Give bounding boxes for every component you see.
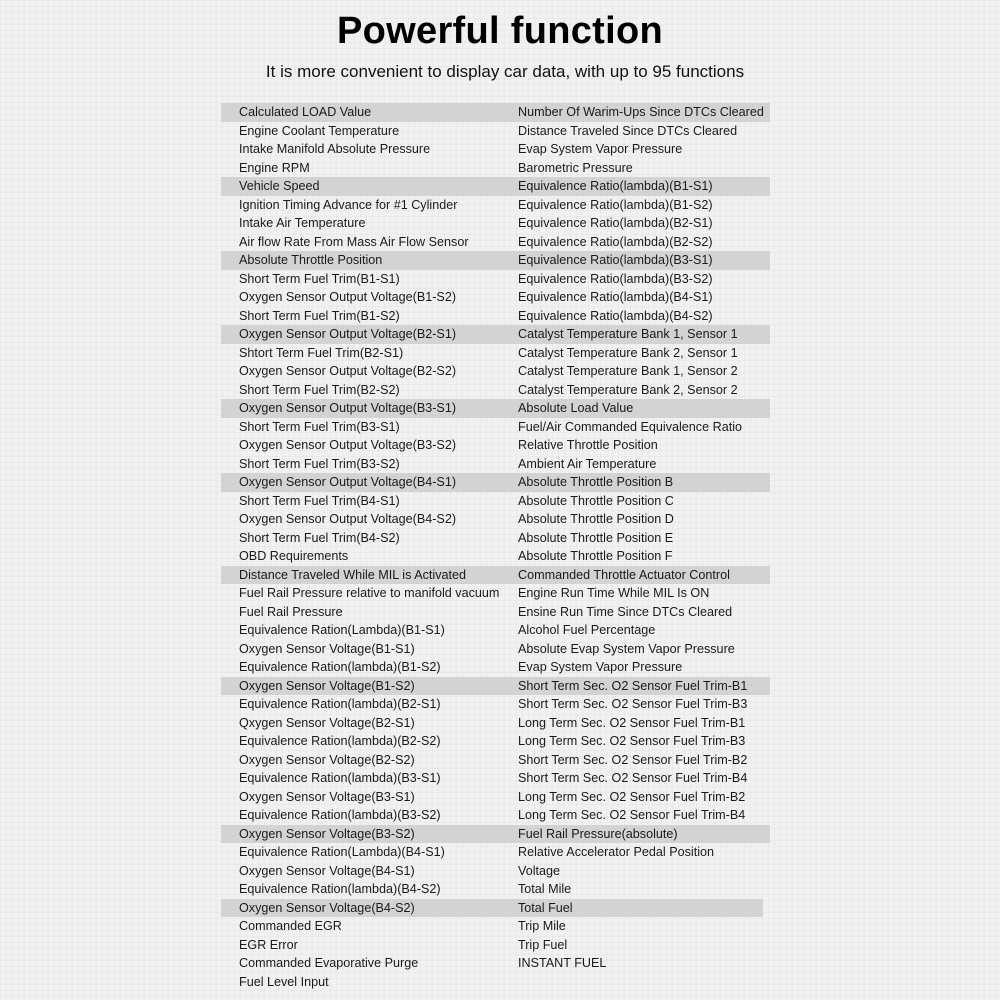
function-row <box>228 751 770 770</box>
function-right: Total Fuel <box>518 900 573 915</box>
function-right: Commanded Throttle Actuator Control <box>518 567 730 582</box>
function-right: Equivalence Ratio(lambda)(B1-S2) <box>518 197 713 212</box>
function-left: Oxygen Sensor Voltage(B4-S1) <box>239 863 415 878</box>
function-row <box>228 196 770 215</box>
function-left: Short Term Fuel Trim(B1-S1) <box>239 271 400 286</box>
function-left: Oxygen Sensor Voltage(B1-S2) <box>239 678 415 693</box>
function-row <box>228 529 770 548</box>
function-right: Long Term Sec. O2 Sensor Fuel Trim-B2 <box>518 789 746 804</box>
function-left: Oxygen Sensor Output Voltage(B4-S1) <box>239 475 457 489</box>
function-row <box>228 640 770 659</box>
function-right: Absolute Throttle Position E <box>518 530 674 545</box>
function-row-highlighted <box>221 566 770 585</box>
function-left: Calculated LOAD Value <box>239 105 372 119</box>
function-row <box>228 492 770 511</box>
function-left: Equivalence Ration(lambda)(B1-S2) <box>239 660 441 674</box>
function-right: Absolute Throttle Position F <box>518 549 673 563</box>
function-right: Short Term Sec. O2 Sensor Fuel Trim-B3 <box>518 697 748 711</box>
function-right: Absolute Evap System Vapor Pressure <box>518 641 735 656</box>
function-left: Equivalence Ration(lambda)(B3-S1) <box>239 771 441 785</box>
function-right: Total Mile <box>518 882 572 896</box>
function-right: INSTANT FUEL <box>518 956 607 970</box>
function-table <box>228 103 770 991</box>
function-right: Relative Throttle Position <box>518 438 658 452</box>
function-right: Trip Fuel <box>518 937 568 952</box>
function-row <box>228 732 770 751</box>
function-left: Engine Coolant Temperature <box>239 123 400 138</box>
function-row <box>228 344 770 363</box>
function-left: Short Term Fuel Trim(B4-S1) <box>239 493 400 508</box>
function-left: Commanded Evaporative Purge <box>239 956 419 970</box>
function-left: Short Term Fuel Trim(B3-S2) <box>239 456 400 471</box>
function-left: Equivalence Ration(lambda)(B3-S2) <box>239 808 441 822</box>
function-left: Oxygen Sensor Output Voltage(B2-S1) <box>239 327 457 341</box>
function-right: Catalyst Temperature Bank 2, Sensor 1 <box>518 345 738 360</box>
function-left: Equivalence Ration(lambda)(B4-S2) <box>239 882 441 896</box>
function-left: Short Term Fuel Trim(B2-S2) <box>239 382 400 397</box>
function-left: Equivalence Ration(lambda)(B2-S2) <box>239 734 441 748</box>
function-right: Equivalence Ratio(lambda)(B2-S2) <box>518 234 713 249</box>
function-left: Intake Manifold Absolute Pressure <box>239 142 431 156</box>
function-right: Distance Traveled Since DTCs Cleared <box>518 123 738 138</box>
function-right: Ensine Run Time Since DTCs Cleared <box>518 604 733 619</box>
function-row <box>228 917 770 936</box>
function-right: Engine Run Time While MIL Is ON <box>518 586 710 600</box>
function-right: Absolute Throttle Position D <box>518 512 674 526</box>
function-row-highlighted <box>221 825 770 844</box>
function-left: Intake Air Temperature <box>239 216 366 230</box>
function-right: Barometric Pressure <box>518 160 633 175</box>
function-left: Oxygen Sensor Voltage(B3-S2) <box>239 826 415 841</box>
function-left: Equivalence Ration(lambda)(B2-S1) <box>239 697 441 711</box>
function-row-highlighted <box>221 899 763 918</box>
function-row-highlighted <box>221 677 770 696</box>
function-row <box>228 658 770 677</box>
function-right: Equivalence Ratio(lambda)(B1-S1) <box>518 179 713 193</box>
function-row <box>228 233 770 252</box>
function-left: Air flow Rate From Mass Air Flow Sensor <box>239 234 469 249</box>
function-right: Absolute Load Value <box>518 401 634 415</box>
function-row <box>228 122 770 141</box>
function-right: Evap System Vapor Pressure <box>518 142 683 156</box>
function-row <box>228 862 770 881</box>
function-row <box>228 954 770 973</box>
function-left: EGR Error <box>239 937 298 952</box>
function-right: Fuel/Air Commanded Equivalence Ratio <box>518 419 743 434</box>
function-row <box>228 159 770 178</box>
function-right: Long Term Sec. O2 Sensor Fuel Trim-B4 <box>518 808 746 822</box>
function-left: Equivalence Ration(Lambda)(B4-S1) <box>239 845 445 859</box>
function-row-highlighted <box>221 473 770 492</box>
function-right: Number Of Warim-Ups Since DTCs Cleared <box>518 105 764 119</box>
function-left: Ignition Timing Advance for #1 Cylinder <box>239 197 458 212</box>
function-row <box>228 418 770 437</box>
function-row-highlighted <box>221 399 770 418</box>
function-left: Engine RPM <box>239 160 310 175</box>
function-row-highlighted <box>221 177 770 196</box>
function-right: Ambient Air Temperature <box>518 456 657 471</box>
function-row <box>228 621 770 640</box>
function-left: Oxygen Sensor Output Voltage(B1-S2) <box>239 290 457 304</box>
function-right: Catalyst Temperature Bank 2, Sensor 2 <box>518 382 738 397</box>
function-row <box>228 806 770 825</box>
function-row <box>228 307 770 326</box>
function-right: Equivalence Ratio(lambda)(B2-S1) <box>518 216 713 230</box>
function-right: Equivalence Ratio(lambda)(B3-S2) <box>518 271 713 286</box>
function-row <box>228 788 770 807</box>
function-left: Oxygen Sensor Output Voltage(B2-S2) <box>239 364 457 378</box>
page-subtitle: It is more convenient to display car data, with up to 95 functions <box>265 62 745 81</box>
function-row-highlighted <box>221 103 770 122</box>
function-row <box>228 270 770 289</box>
function-left: Oxygen Sensor Voltage(B3-S1) <box>239 789 415 804</box>
function-row <box>228 288 770 307</box>
function-left: OBD Requirements <box>239 549 349 563</box>
function-row-highlighted <box>221 325 770 344</box>
function-row <box>228 584 770 603</box>
function-row <box>228 455 770 474</box>
function-left: Equivalence Ration(Lambda)(B1-S1) <box>239 623 445 637</box>
function-row <box>228 936 770 955</box>
function-left: Oxygen Sensor Voltage(B2-S2) <box>239 752 415 767</box>
function-row <box>228 510 770 529</box>
function-left: Oxygen Sensor Output Voltage(B4-S2) <box>239 512 457 526</box>
function-row <box>228 547 770 566</box>
function-row-highlighted <box>221 251 770 270</box>
function-row <box>228 214 770 233</box>
function-right: Short Term Sec. O2 Sensor Fuel Trim-B1 <box>518 678 748 693</box>
function-right: Relative Accelerator Pedal Position <box>518 845 715 859</box>
function-left: Oxygen Sensor Voltage(B4-S2) <box>239 900 415 915</box>
function-right: Evap System Vapor Pressure <box>518 660 683 674</box>
function-left: Commanded EGR <box>239 919 342 933</box>
function-row <box>228 769 770 788</box>
function-right: Trip Mile <box>518 919 566 933</box>
function-left: Oxygen Sensor Output Voltage(B3-S2) <box>239 438 457 452</box>
function-right: Absolute Throttle Position C <box>518 493 674 508</box>
function-right: Long Term Sec. O2 Sensor Fuel Trim-B3 <box>518 734 746 748</box>
function-left: Oxygen Sensor Voltage(B1-S1) <box>239 641 415 656</box>
function-left: Fuel Rail Pressure relative to manifold vacuum <box>239 586 500 600</box>
function-row <box>228 695 770 714</box>
function-left: Short Term Fuel Trim(B3-S1) <box>239 419 400 434</box>
function-right: Alcohol Fuel Percentage <box>518 623 656 637</box>
function-left: Oxygen Sensor Output Voltage(B3-S1) <box>239 401 457 415</box>
function-left: Qxygen Sensor Voltage(B2-S1) <box>239 715 415 730</box>
function-right: Equivalence Ratio(lambda)(B3-S1) <box>518 253 713 267</box>
function-right: Fuel Rail Pressure(absolute) <box>518 826 678 841</box>
function-left: Vehicle Speed <box>239 179 320 193</box>
function-right: Catalyst Temperature Bank 1, Sensor 2 <box>518 364 738 378</box>
function-right: Equivalence Ratio(lambda)(B4-S2) <box>518 308 713 323</box>
function-row <box>228 714 770 733</box>
function-right: Short Term Sec. O2 Sensor Fuel Trim-B4 <box>518 771 748 785</box>
function-right: Long Term Sec. O2 Sensor Fuel Trim-B1 <box>518 715 746 730</box>
page-title: Powerful function <box>337 10 663 52</box>
function-row <box>228 603 770 622</box>
function-left: Absolute Throttle Position <box>239 253 383 267</box>
function-row <box>228 973 770 992</box>
function-left: Shtort Term Fuel Trim(B2-S1) <box>239 345 404 360</box>
function-row <box>228 362 770 381</box>
function-right: Equivalence Ratio(lambda)(B4-S1) <box>518 290 713 304</box>
function-right: Voltage <box>518 863 561 878</box>
function-left: Fuel Level Input <box>239 974 329 989</box>
function-right: Absolute Throttle Position B <box>518 475 674 489</box>
function-row <box>228 436 770 455</box>
function-left: Short Term Fuel Trim(B1-S2) <box>239 308 400 323</box>
function-row <box>228 381 770 400</box>
function-row <box>228 880 770 899</box>
function-left: Distance Traveled While MIL is Activated <box>239 567 467 582</box>
function-right: Short Term Sec. O2 Sensor Fuel Trim-B2 <box>518 752 748 767</box>
function-left: Short Term Fuel Trim(B4-S2) <box>239 530 400 545</box>
function-left: Fuel Rail Pressure <box>239 604 343 619</box>
function-row <box>228 140 770 159</box>
function-right: Catalyst Temperature Bank 1, Sensor 1 <box>518 327 738 341</box>
function-row <box>228 843 770 862</box>
